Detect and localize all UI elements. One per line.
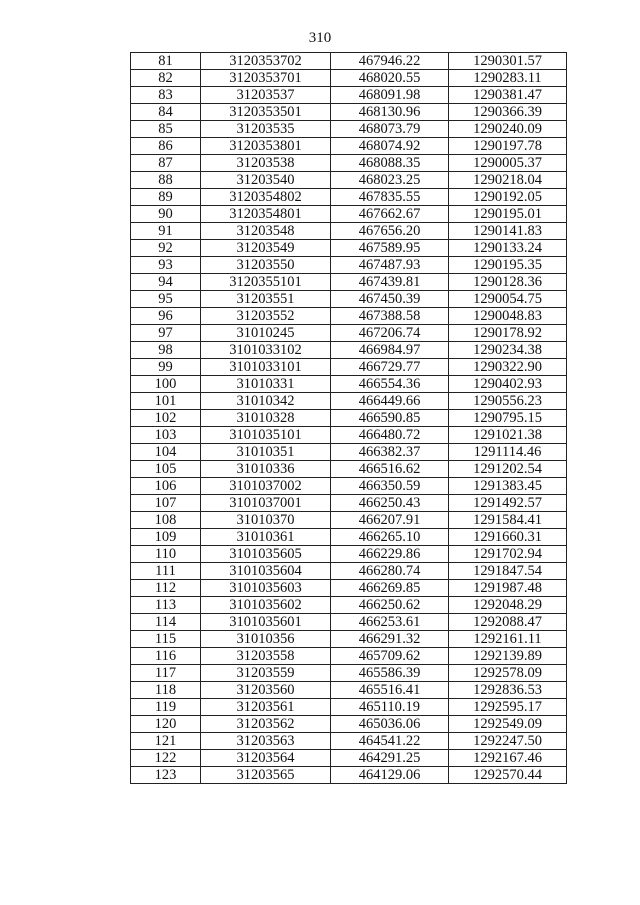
point-code-cell: 31203552 (201, 308, 331, 325)
x-coordinate-cell: 466280.74 (331, 563, 449, 580)
point-code-cell: 31010361 (201, 529, 331, 546)
point-code-cell: 31203560 (201, 682, 331, 699)
x-coordinate-cell: 466350.59 (331, 478, 449, 495)
point-code-cell: 31203549 (201, 240, 331, 257)
row-number-cell: 95 (131, 291, 201, 308)
row-number-cell: 96 (131, 308, 201, 325)
x-coordinate-cell: 466250.62 (331, 597, 449, 614)
row-number-cell: 103 (131, 427, 201, 444)
x-coordinate-cell: 466449.66 (331, 393, 449, 410)
y-coordinate-cell: 1291383.45 (449, 478, 567, 495)
row-number-cell: 117 (131, 665, 201, 682)
y-coordinate-cell: 1292088.47 (449, 614, 567, 631)
y-coordinate-cell: 1292247.50 (449, 733, 567, 750)
point-code-cell: 3101035602 (201, 597, 331, 614)
x-coordinate-cell: 466265.10 (331, 529, 449, 546)
point-code-cell: 31010328 (201, 410, 331, 427)
table-row (131, 648, 567, 665)
table-row (131, 461, 567, 478)
point-code-cell: 3101035101 (201, 427, 331, 444)
table-row (131, 155, 567, 172)
row-number-cell: 123 (131, 767, 201, 784)
row-number-cell: 112 (131, 580, 201, 597)
row-number-cell: 111 (131, 563, 201, 580)
x-coordinate-cell: 467835.55 (331, 189, 449, 206)
point-code-cell: 31203550 (201, 257, 331, 274)
y-coordinate-cell: 1291847.54 (449, 563, 567, 580)
point-code-cell: 31203559 (201, 665, 331, 682)
y-coordinate-cell: 1291492.57 (449, 495, 567, 512)
y-coordinate-cell: 1292836.53 (449, 682, 567, 699)
row-number-cell: 89 (131, 189, 201, 206)
row-number-cell: 94 (131, 274, 201, 291)
point-code-cell: 3120353801 (201, 138, 331, 155)
table-row (131, 342, 567, 359)
x-coordinate-cell: 468073.79 (331, 121, 449, 138)
row-number-cell: 108 (131, 512, 201, 529)
x-coordinate-cell: 468023.25 (331, 172, 449, 189)
table-row (131, 274, 567, 291)
y-coordinate-cell: 1291021.38 (449, 427, 567, 444)
row-number-cell: 90 (131, 206, 201, 223)
y-coordinate-cell: 1291660.31 (449, 529, 567, 546)
point-code-cell: 3101035604 (201, 563, 331, 580)
point-code-cell: 31010370 (201, 512, 331, 529)
table-row (131, 172, 567, 189)
y-coordinate-cell: 1290048.83 (449, 308, 567, 325)
y-coordinate-cell: 1292549.09 (449, 716, 567, 733)
row-number-cell: 121 (131, 733, 201, 750)
row-number-cell: 100 (131, 376, 201, 393)
x-coordinate-cell: 466207.91 (331, 512, 449, 529)
table-row (131, 597, 567, 614)
x-coordinate-cell: 468074.92 (331, 138, 449, 155)
y-coordinate-cell: 1292595.17 (449, 699, 567, 716)
y-coordinate-cell: 1292570.44 (449, 767, 567, 784)
table-row (131, 427, 567, 444)
x-coordinate-cell: 466382.37 (331, 444, 449, 461)
row-number-cell: 83 (131, 87, 201, 104)
x-coordinate-cell: 466516.62 (331, 461, 449, 478)
coordinates-table-body (131, 53, 567, 784)
y-coordinate-cell: 1290195.01 (449, 206, 567, 223)
point-code-cell: 3101035603 (201, 580, 331, 597)
y-coordinate-cell: 1290402.93 (449, 376, 567, 393)
y-coordinate-cell: 1290192.05 (449, 189, 567, 206)
row-number-cell: 116 (131, 648, 201, 665)
table-row (131, 546, 567, 563)
table-row (131, 614, 567, 631)
y-coordinate-cell: 1290795.15 (449, 410, 567, 427)
x-coordinate-cell: 467388.58 (331, 308, 449, 325)
table-row (131, 70, 567, 87)
table-row (131, 699, 567, 716)
x-coordinate-cell: 467946.22 (331, 53, 449, 70)
y-coordinate-cell: 1290283.11 (449, 70, 567, 87)
x-coordinate-cell: 467662.67 (331, 206, 449, 223)
point-code-cell: 31203551 (201, 291, 331, 308)
point-code-cell: 31010342 (201, 393, 331, 410)
x-coordinate-cell: 466729.77 (331, 359, 449, 376)
table-row (131, 750, 567, 767)
table-row (131, 512, 567, 529)
y-coordinate-cell: 1290054.75 (449, 291, 567, 308)
x-coordinate-cell: 467656.20 (331, 223, 449, 240)
row-number-cell: 122 (131, 750, 201, 767)
point-code-cell: 31203564 (201, 750, 331, 767)
x-coordinate-cell: 465036.06 (331, 716, 449, 733)
point-code-cell: 31203563 (201, 733, 331, 750)
table-row (131, 495, 567, 512)
point-code-cell: 3120354801 (201, 206, 331, 223)
point-code-cell: 31010351 (201, 444, 331, 461)
table-row (131, 529, 567, 546)
row-number-cell: 86 (131, 138, 201, 155)
table-row (131, 376, 567, 393)
y-coordinate-cell: 1290141.83 (449, 223, 567, 240)
point-code-cell: 31203558 (201, 648, 331, 665)
table-row (131, 444, 567, 461)
x-coordinate-cell: 468130.96 (331, 104, 449, 121)
table-row (131, 682, 567, 699)
y-coordinate-cell: 1290322.90 (449, 359, 567, 376)
x-coordinate-cell: 464541.22 (331, 733, 449, 750)
y-coordinate-cell: 1290366.39 (449, 104, 567, 121)
y-coordinate-cell: 1290178.92 (449, 325, 567, 342)
point-code-cell: 31010245 (201, 325, 331, 342)
table-row (131, 580, 567, 597)
point-code-cell: 3101037002 (201, 478, 331, 495)
row-number-cell: 101 (131, 393, 201, 410)
row-number-cell: 106 (131, 478, 201, 495)
y-coordinate-cell: 1290195.35 (449, 257, 567, 274)
point-code-cell: 31203565 (201, 767, 331, 784)
x-coordinate-cell: 465709.62 (331, 648, 449, 665)
table-row (131, 325, 567, 342)
y-coordinate-cell: 1291987.48 (449, 580, 567, 597)
table-row (131, 393, 567, 410)
table-row (131, 53, 567, 70)
table-row (131, 87, 567, 104)
row-number-cell: 84 (131, 104, 201, 121)
point-code-cell: 31203561 (201, 699, 331, 716)
row-number-cell: 107 (131, 495, 201, 512)
x-coordinate-cell: 464291.25 (331, 750, 449, 767)
point-code-cell: 31010356 (201, 631, 331, 648)
x-coordinate-cell: 465516.41 (331, 682, 449, 699)
point-code-cell: 31203535 (201, 121, 331, 138)
point-code-cell: 3120353702 (201, 53, 331, 70)
coordinates-table (130, 52, 567, 784)
x-coordinate-cell: 465110.19 (331, 699, 449, 716)
table-row (131, 359, 567, 376)
row-number-cell: 102 (131, 410, 201, 427)
point-code-cell: 31203540 (201, 172, 331, 189)
table-row (131, 223, 567, 240)
row-number-cell: 87 (131, 155, 201, 172)
y-coordinate-cell: 1290218.04 (449, 172, 567, 189)
x-coordinate-cell: 468088.35 (331, 155, 449, 172)
row-number-cell: 85 (131, 121, 201, 138)
y-coordinate-cell: 1290005.37 (449, 155, 567, 172)
table-row (131, 716, 567, 733)
x-coordinate-cell: 465586.39 (331, 665, 449, 682)
page-number: 310 (308, 30, 332, 46)
row-number-cell: 93 (131, 257, 201, 274)
x-coordinate-cell: 468020.55 (331, 70, 449, 87)
row-number-cell: 81 (131, 53, 201, 70)
x-coordinate-cell: 466984.97 (331, 342, 449, 359)
point-code-cell: 31203538 (201, 155, 331, 172)
row-number-cell: 114 (131, 614, 201, 631)
row-number-cell: 98 (131, 342, 201, 359)
row-number-cell: 97 (131, 325, 201, 342)
table-row (131, 665, 567, 682)
y-coordinate-cell: 1292578.09 (449, 665, 567, 682)
table-row (131, 563, 567, 580)
y-coordinate-cell: 1291702.94 (449, 546, 567, 563)
x-coordinate-cell: 467439.81 (331, 274, 449, 291)
row-number-cell: 119 (131, 699, 201, 716)
x-coordinate-cell: 468091.98 (331, 87, 449, 104)
x-coordinate-cell: 466590.85 (331, 410, 449, 427)
y-coordinate-cell: 1291114.46 (449, 444, 567, 461)
row-number-cell: 88 (131, 172, 201, 189)
y-coordinate-cell: 1290381.47 (449, 87, 567, 104)
point-code-cell: 3120353501 (201, 104, 331, 121)
table-row (131, 410, 567, 427)
table-row (131, 291, 567, 308)
table-row (131, 240, 567, 257)
table-row (131, 138, 567, 155)
point-code-cell: 3101037001 (201, 495, 331, 512)
table-row (131, 308, 567, 325)
table-row (131, 189, 567, 206)
y-coordinate-cell: 1292167.46 (449, 750, 567, 767)
point-code-cell: 31203548 (201, 223, 331, 240)
x-coordinate-cell: 466250.43 (331, 495, 449, 512)
table-row (131, 121, 567, 138)
row-number-cell: 91 (131, 223, 201, 240)
point-code-cell: 3101035605 (201, 546, 331, 563)
table-row (131, 733, 567, 750)
point-code-cell: 31203562 (201, 716, 331, 733)
table-row (131, 767, 567, 784)
point-code-cell: 3101035601 (201, 614, 331, 631)
x-coordinate-cell: 464129.06 (331, 767, 449, 784)
table-row (131, 104, 567, 121)
point-code-cell: 3101033101 (201, 359, 331, 376)
table-row (131, 631, 567, 648)
table-row (131, 206, 567, 223)
table-row (131, 257, 567, 274)
y-coordinate-cell: 1290128.36 (449, 274, 567, 291)
point-code-cell: 31010336 (201, 461, 331, 478)
table-row (131, 478, 567, 495)
row-number-cell: 105 (131, 461, 201, 478)
row-number-cell: 104 (131, 444, 201, 461)
point-code-cell: 31203537 (201, 87, 331, 104)
y-coordinate-cell: 1290301.57 (449, 53, 567, 70)
x-coordinate-cell: 466269.85 (331, 580, 449, 597)
row-number-cell: 99 (131, 359, 201, 376)
point-code-cell: 3120355101 (201, 274, 331, 291)
row-number-cell: 120 (131, 716, 201, 733)
x-coordinate-cell: 466253.61 (331, 614, 449, 631)
y-coordinate-cell: 1292161.11 (449, 631, 567, 648)
x-coordinate-cell: 466554.36 (331, 376, 449, 393)
x-coordinate-cell: 467589.95 (331, 240, 449, 257)
point-code-cell: 3120354802 (201, 189, 331, 206)
y-coordinate-cell: 1290556.23 (449, 393, 567, 410)
y-coordinate-cell: 1292048.29 (449, 597, 567, 614)
row-number-cell: 92 (131, 240, 201, 257)
x-coordinate-cell: 467206.74 (331, 325, 449, 342)
y-coordinate-cell: 1290133.24 (449, 240, 567, 257)
x-coordinate-cell: 466480.72 (331, 427, 449, 444)
point-code-cell: 31010331 (201, 376, 331, 393)
x-coordinate-cell: 467487.93 (331, 257, 449, 274)
row-number-cell: 109 (131, 529, 201, 546)
x-coordinate-cell: 466291.32 (331, 631, 449, 648)
y-coordinate-cell: 1291584.41 (449, 512, 567, 529)
y-coordinate-cell: 1290234.38 (449, 342, 567, 359)
x-coordinate-cell: 466229.86 (331, 546, 449, 563)
point-code-cell: 3101033102 (201, 342, 331, 359)
y-coordinate-cell: 1290240.09 (449, 121, 567, 138)
y-coordinate-cell: 1292139.89 (449, 648, 567, 665)
point-code-cell: 3120353701 (201, 70, 331, 87)
row-number-cell: 115 (131, 631, 201, 648)
row-number-cell: 110 (131, 546, 201, 563)
row-number-cell: 113 (131, 597, 201, 614)
y-coordinate-cell: 1291202.54 (449, 461, 567, 478)
row-number-cell: 118 (131, 682, 201, 699)
y-coordinate-cell: 1290197.78 (449, 138, 567, 155)
x-coordinate-cell: 467450.39 (331, 291, 449, 308)
row-number-cell: 82 (131, 70, 201, 87)
